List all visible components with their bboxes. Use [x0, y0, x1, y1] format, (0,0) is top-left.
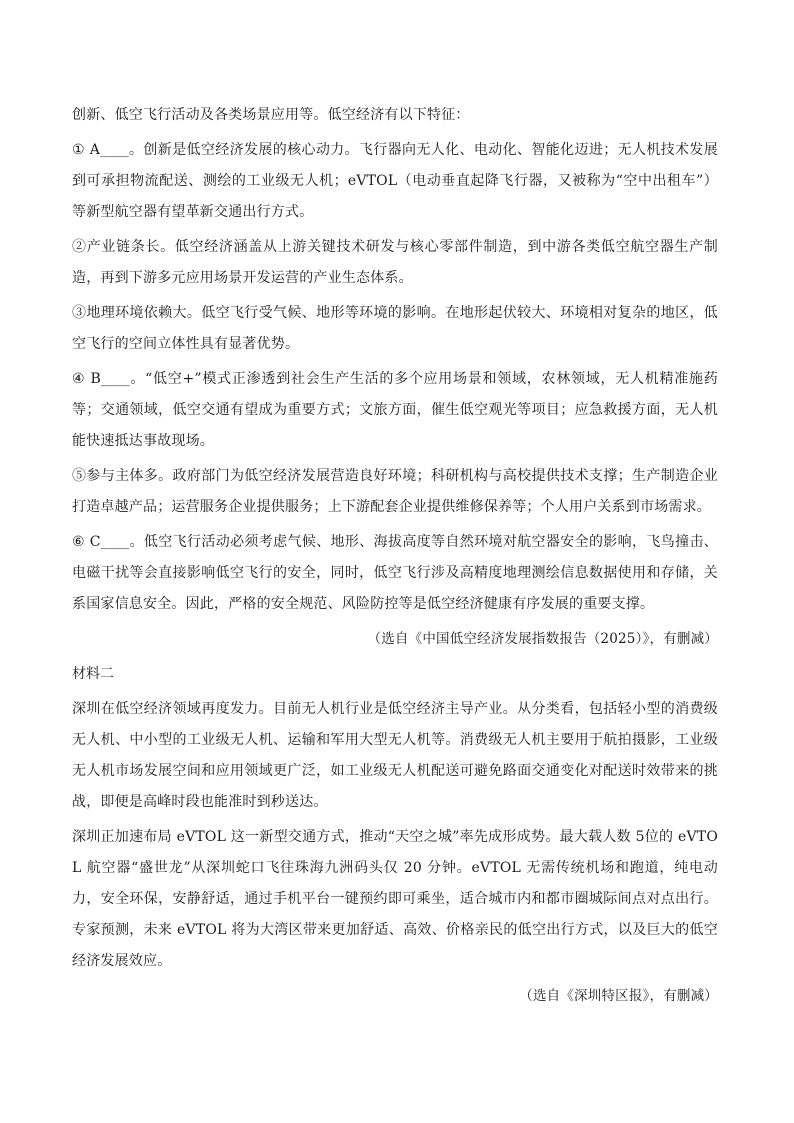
material2-paragraph-1: 深圳在低空经济领域再度发力。目前无人机行业是低空经济主导产业。从分类看，包括轻小型的消费级无人机、中小型的工业级无人机、运输和军用大型无人机等。消费级无人机主要用于航拍摄影，工业级无人机市场发展空间和应用领域更广泛，如工业级无人机配送可避免路面交通变化对配送时效带来的挑战，即便是高峰时段也能准时到秒送达。 — [72, 701, 718, 810]
feature-item-2: ②产业链条长。低空经济涵盖从上游关键技术研发与核心零部件制造，到中游各类低空航空器生产制造，再到下游多元应用场景开发运营的产业生态体系。 — [72, 239, 718, 286]
material1-source: （选自《中国低空经济发展指数报告（2025）》，有删减） — [367, 631, 718, 647]
feature-item-3: ③地理环境依赖大。低空飞行受气候、地形等环境的影响。在地形起伏较大、环境相对复杂的地区，低空飞行的空间立体性具有显著优势。 — [72, 305, 718, 352]
feature-item-1: ① A____。创新是低空经济发展的核心动力。飞行器向无人化、电动化、智能化迈进；无人机技术发展到可承担物流配送、测绘的工业级无人机；eVTOL（电动垂直起降飞行器，又被称为“空中出租车”）等新型航空器有望革新交通出行方式。 — [72, 142, 718, 220]
feature-item-4: ④ B____。“低空+”模式正渗透到社会生产生活的多个应用场景和领域，农林领域，无人机精准施药等；交通领域，低空交通有望成为重要方式；文旅方面，催生低空观光等项目；应急救援方面，无人机能快速抵达事故现场。 — [72, 371, 718, 449]
document-page — [72, 100, 718, 1016]
material2-paragraph-2: 深圳正加速布局 eVTOL 这一新型交通方式，推动“天空之城”率先成形成势。最大载人数 5位的 eVTOL 航空器“盛世龙”从深圳蛇口飞往珠海九洲码头仅 20 分钟。eVTOL 无需传统机场和跑道，纯电动力，安全环保，安静舒适，通过手机平台一键预约即可乘坐，适合城市内和都市圈城际间点对点出行。专家预测，未来 eVTOL 将为大湾区带来更加舒适、高效、价格亲民的低空出行方式，以及巨大的低空经济发展效应。 — [72, 829, 718, 969]
material2-source: （选自《深圳特区报》，有删减） — [519, 988, 718, 1004]
feature-item-6: ⑥ C____。低空飞行活动必须考虑气候、地形、海拔高度等自然环境对航空器安全的影响，飞鸟撞击、电磁干扰等会直接影响低空飞行的安全，同时，低空飞行涉及高精度地理测绘信息数据使用和存储，关系国家信息安全。因此，严格的安全规范、风险防控等是低空经济健康有序发展的重要支撑。 — [72, 534, 718, 612]
material1-intro: 创新、低空飞行活动及各类场景应用等。低空经济有以下特征： — [72, 107, 470, 123]
material2-heading: 材料二 — [72, 666, 114, 682]
feature-item-5: ⑤参与主体多。政府部门为低空经济发展营造良好环境；科研机构与高校提供技术支撑；生产制造企业打造卓越产品；运营服务企业提供服务；上下游配套企业提供维修保养等；个人用户关系到市场需求。 — [72, 468, 718, 515]
